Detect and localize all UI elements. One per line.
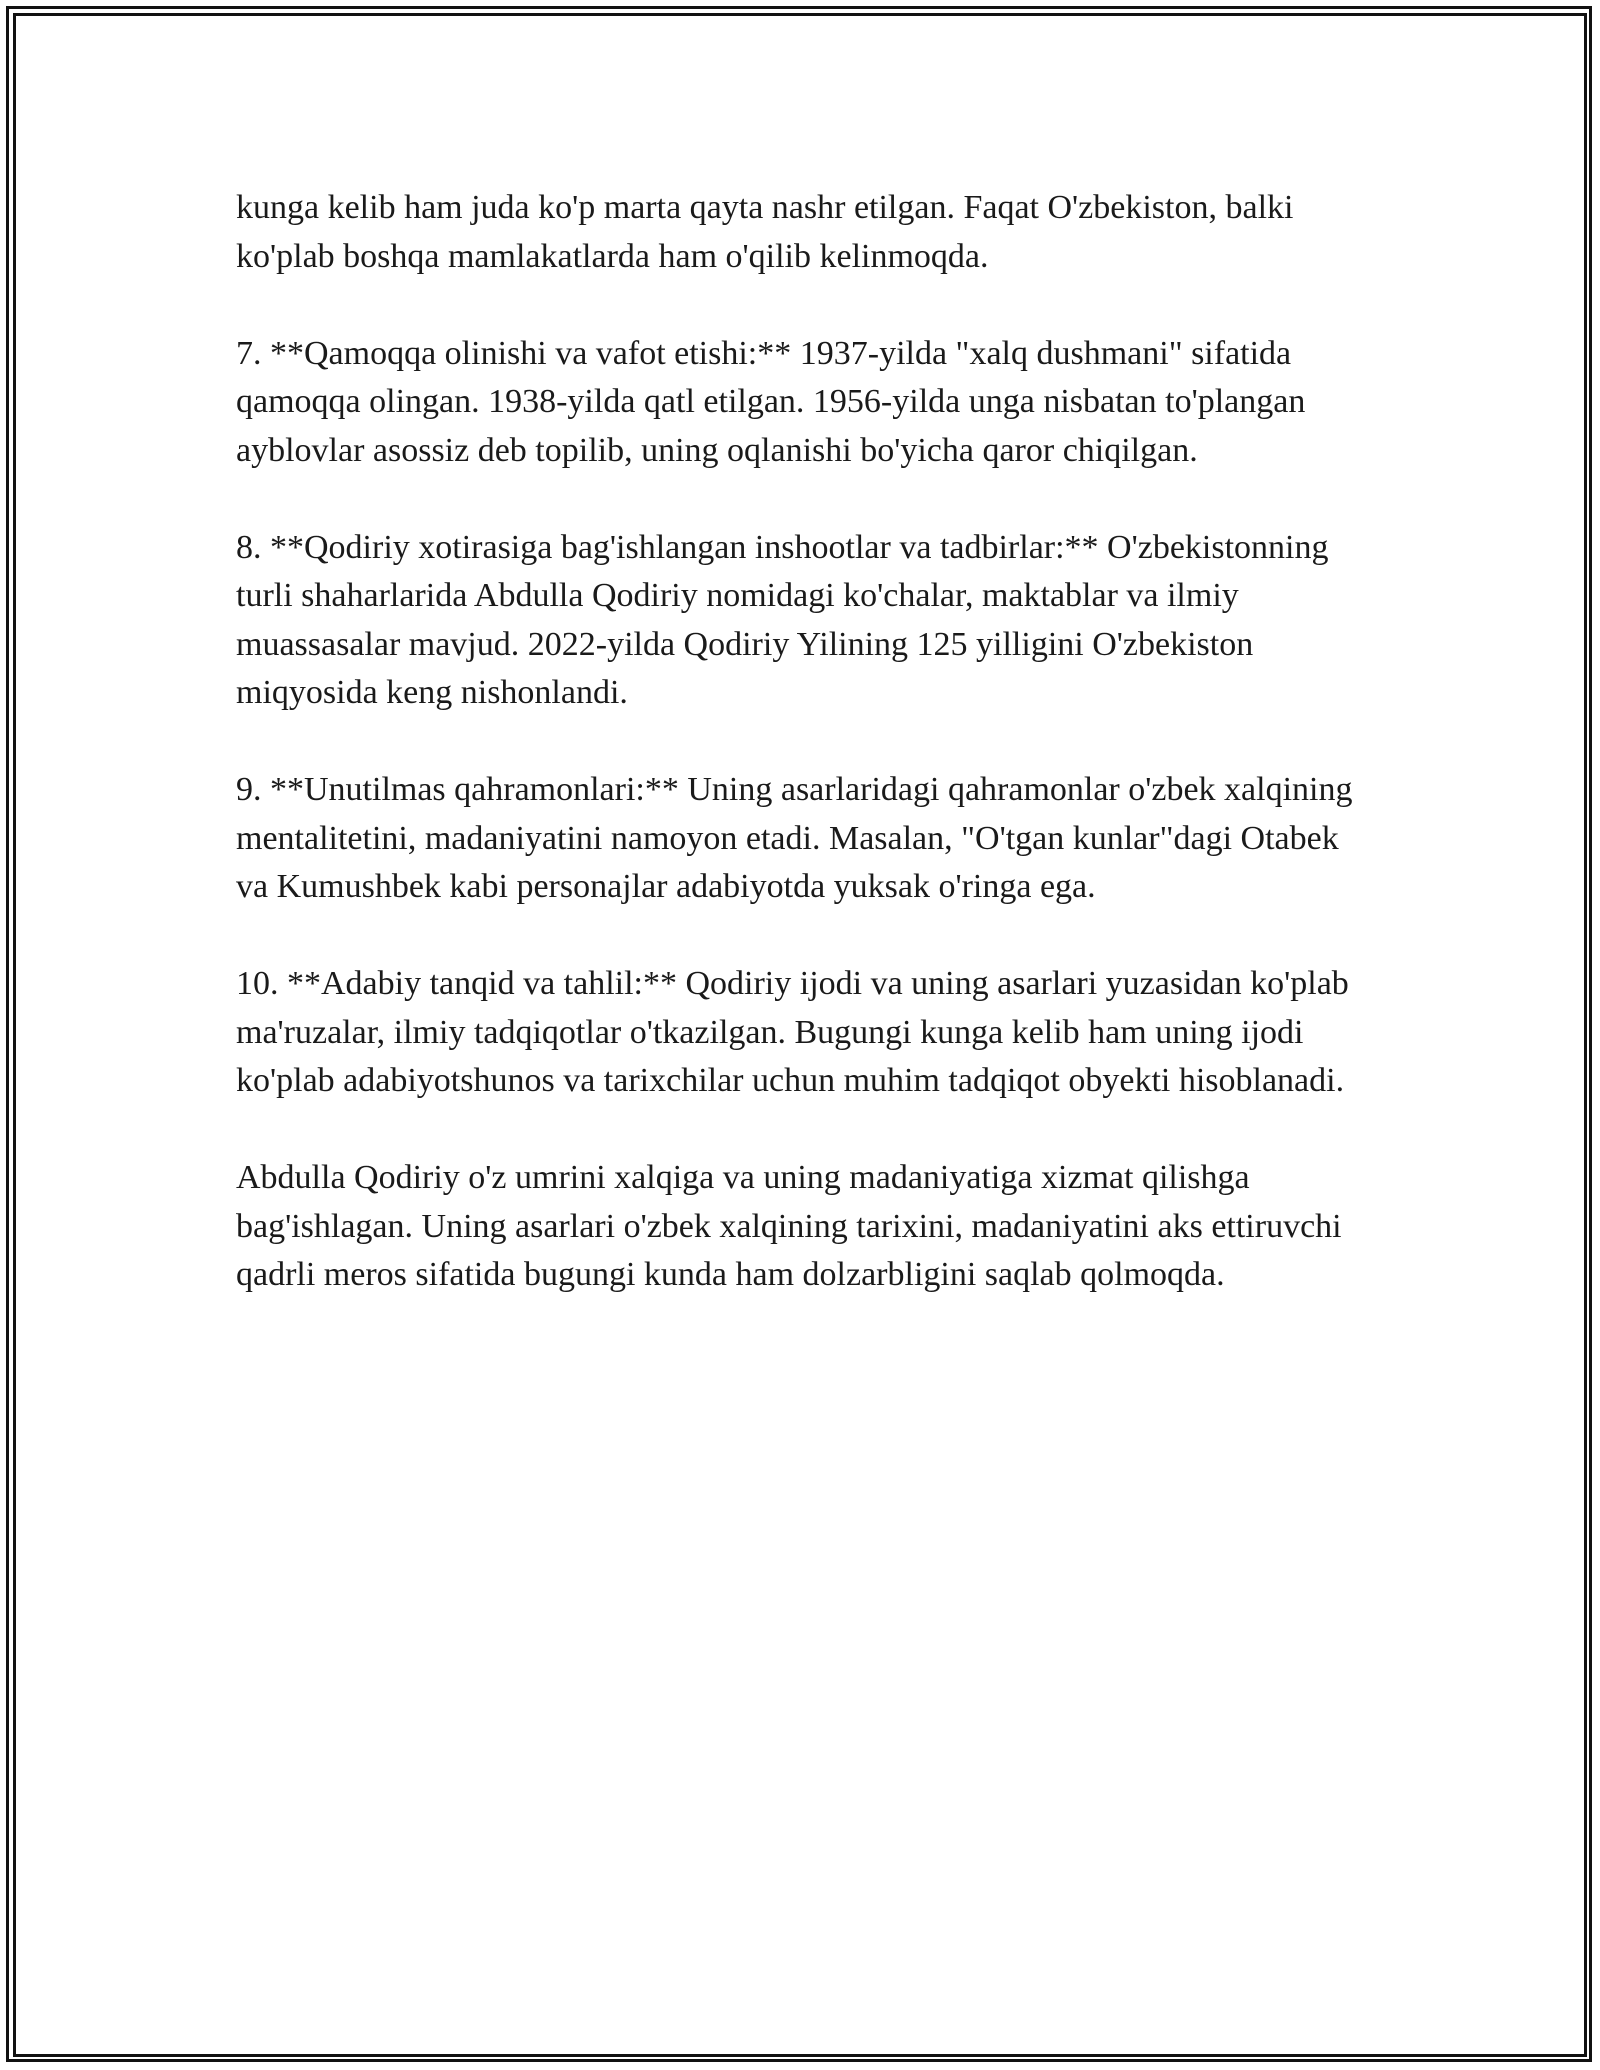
paragraph-continuation: kunga kelib ham juda ko'p marta qayta nashr etilgan. Faqat O'zbekiston, balki ko'plab boshqa mamlakatlarda ham o'qilib kelinmoqda.	[236, 189, 1294, 275]
paragraph-item-9: 9. **Unutilmas qahramonlari:** Uning asarlaridagi qahramonlar o'zbek xalqining mentalitetini, madaniyatini namoyon etadi. Masalan, "O'tgan kunlar"dagi Otabek va Kumushbek kabi personajlar adabiyotda yuksak o'ringa ega.	[236, 771, 1353, 905]
paragraph-item-8: 8. **Qodiriy xotirasiga bag'ishlangan inshootlar va tadbirlar:** O'zbekistonning turli shaharlarida Abdulla Qodiriy nomidagi ko'chalar, maktablar va ilmiy muassasalar mavjud. 2022-yilda Qodiriy Yilining 125 yilligini O'zbekiston miqyosida keng nishonlandi.	[236, 528, 1329, 711]
document-body	[236, 184, 1376, 1348]
paragraph-conclusion: Abdulla Qodiriy o'z umrini xalqiga va uning madaniyatiga xizmat qilishga bag'ishlagan. Uning asarlari o'zbek xalqining tarixini, madaniyatini aks ettiruvchi qadrli meros sifatida bugungi kunda ham dolzarbligini saqlab qolmoqda.	[236, 1159, 1342, 1293]
paragraph-item-7: 7. **Qamoqqa olinishi va vafot etishi:** 1937-yilda "xalq dushmani" sifatida qamoqqa olingan. 1938-yilda qatl etilgan. 1956-yilda unga nisbatan to'plangan ayblovlar asossiz deb topilib, uning oqlanishi bo'yicha qaror chiqilgan.	[236, 334, 1306, 469]
paragraph-item-10: 10. **Adabiy tanqid va tahlil:** Qodiriy ijodi va uning asarlari yuzasidan ko'plab ma'ruzalar, ilmiy tadqiqotlar o'tkazilgan. Bugungi kunga kelib ham uning ijodi ko'plab adabiyotshunos va tarixchilar uchun muhim tadqiqot obyekti hisoblanadi.	[236, 965, 1349, 1099]
